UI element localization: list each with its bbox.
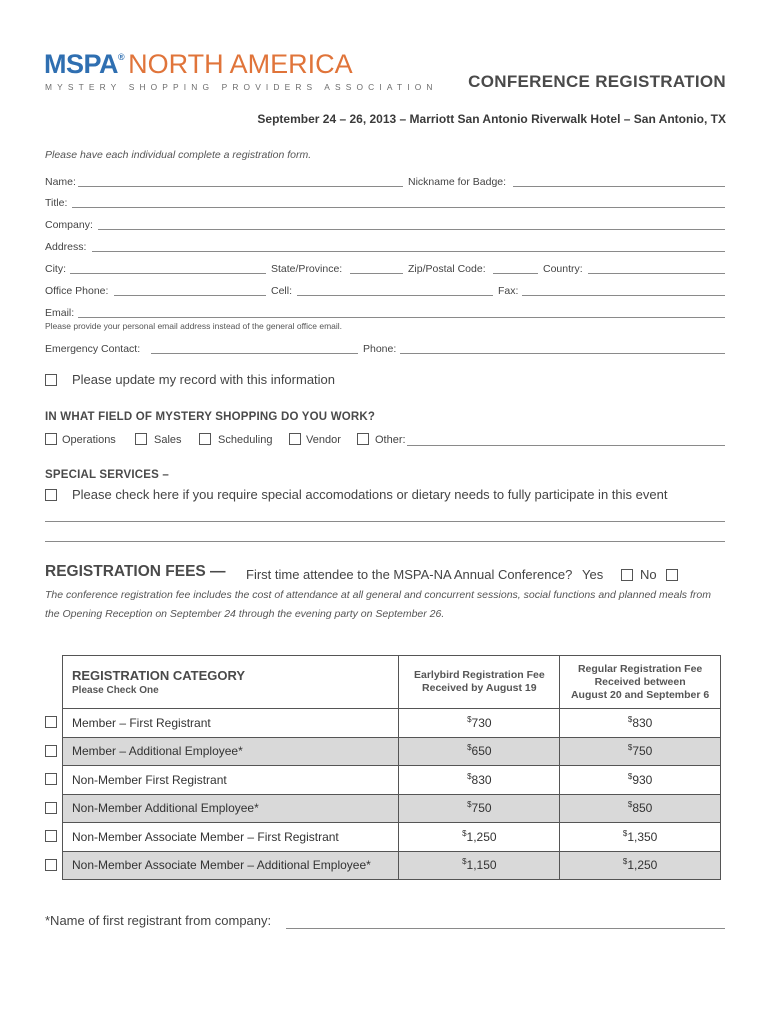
mspa-logo — [44, 49, 353, 80]
document-title: CONFERENCE REGISTRATION — [468, 72, 726, 91]
logo-north-america-text: NORTH AMERICA — [128, 49, 353, 79]
earlybird-fee-cell — [399, 737, 560, 766]
regular-fee: 930 — [632, 772, 653, 787]
title-label: Title: — [45, 197, 68, 209]
regular-header-line3: August 20 and September 6 — [570, 688, 710, 701]
currency-symbol: $ — [467, 714, 472, 724]
special-needs-line-1[interactable] — [45, 521, 725, 522]
currency-symbol: $ — [627, 743, 633, 753]
cell-field[interactable] — [297, 295, 493, 296]
regular-fee: 850 — [632, 801, 653, 816]
regular-fee-cell — [560, 823, 721, 852]
fees-note: The conference registration fee includes the cost of attendance at all general and concurrent sessions, social functions and planned meals from the Opening Reception on September 24 through the evening party on September 26. — [45, 589, 711, 620]
category-cell: Non-Member Associate Member – Additional Employee* — [63, 851, 399, 880]
state-label: State/Province: — [271, 263, 343, 275]
currency-symbol: $ — [462, 828, 467, 838]
email-field[interactable] — [78, 317, 725, 318]
currency-symbol: $ — [467, 743, 472, 753]
event-details: September 24 – 26, 2013 – Marriott San Antonio Riverwalk Hotel – San Antonio, TX — [257, 112, 726, 126]
emergency-contact-label: Emergency Contact: — [45, 343, 141, 355]
regular-fee-cell — [560, 709, 721, 738]
country-label: Country: — [543, 263, 583, 275]
yes-label: Yes — [582, 567, 604, 582]
table-header-row — [63, 656, 721, 709]
earlybird-fee-cell — [399, 823, 560, 852]
regular-fee-cell — [560, 737, 721, 766]
special-services-label: Please check here if you require special accomodations or dietary needs to fully participate in this event — [72, 487, 668, 502]
operations-checkbox[interactable] — [45, 433, 57, 445]
regular-fee: 1,350 — [627, 829, 658, 844]
currency-symbol: $ — [467, 771, 472, 781]
category-cell: Member – Additional Employee* — [63, 737, 399, 766]
field-section-heading: IN WHAT FIELD OF MYSTERY SHOPPING DO YOU WORK? — [45, 411, 376, 423]
category-cell: Non-Member First Registrant — [63, 766, 399, 795]
earlybird-header-line2: Received by August 19 — [422, 682, 537, 694]
earlybird-fee: 830 — [471, 772, 492, 787]
nickname-field[interactable] — [513, 186, 725, 187]
regular-fee: 1,250 — [627, 858, 658, 873]
country-field[interactable] — [588, 273, 725, 274]
regular-header — [560, 656, 721, 709]
associate-first-registrant-checkbox[interactable] — [45, 830, 57, 842]
city-field[interactable] — [70, 273, 266, 274]
category-header-title: REGISTRATION CATEGORY — [72, 668, 246, 683]
earlybird-fee: 750 — [471, 801, 492, 816]
vendor-checkbox[interactable] — [289, 433, 301, 445]
category-header — [63, 656, 399, 709]
intro-instruction: Please have each individual complete a registration form. — [45, 149, 312, 161]
earlybird-fee: 1,150 — [466, 858, 497, 873]
non-member-additional-employee-checkbox[interactable] — [45, 802, 57, 814]
currency-symbol: $ — [627, 771, 633, 781]
cell-label: Cell: — [271, 285, 293, 297]
non-member-first-registrant-checkbox[interactable] — [45, 773, 57, 785]
vendor-label: Vendor — [306, 434, 341, 446]
company-field[interactable] — [98, 229, 725, 230]
update-record-checkbox[interactable] — [45, 374, 57, 386]
category-cell: Non-Member Associate Member – First Registrant — [63, 823, 399, 852]
city-label: City: — [45, 263, 66, 275]
special-needs-line-2[interactable] — [45, 541, 725, 542]
first-time-question-text: First time attendee to the MSPA-NA Annual Conference? — [246, 567, 573, 582]
first-registrant-field[interactable] — [286, 928, 725, 929]
earlybird-fee-cell — [399, 794, 560, 823]
category-cell: Non-Member Additional Employee* — [63, 794, 399, 823]
table-row — [63, 709, 721, 738]
table-row — [63, 737, 721, 766]
earlybird-fee: 1,250 — [466, 829, 497, 844]
regular-fee-cell — [560, 851, 721, 880]
special-services-checkbox[interactable] — [45, 489, 57, 501]
earlybird-fee-cell — [399, 766, 560, 795]
phone-label: Phone: — [363, 343, 397, 355]
table-row — [63, 794, 721, 823]
zip-field[interactable] — [493, 273, 538, 274]
fax-label: Fax: — [498, 285, 519, 297]
company-label: Company: — [45, 219, 93, 231]
first-time-no-checkbox[interactable] — [666, 569, 678, 581]
earlybird-fee-cell — [399, 851, 560, 880]
earlybird-header-line1: Earlybird Registration Fee — [413, 669, 545, 681]
other-label: Other: — [375, 434, 406, 446]
scheduling-label: Scheduling — [218, 434, 273, 446]
name-label: Name: — [45, 176, 76, 188]
state-field[interactable] — [350, 273, 403, 274]
email-label: Email: — [45, 307, 75, 319]
first-registrant-label: *Name of first registrant from company: — [45, 913, 272, 928]
regular-fee-cell — [560, 766, 721, 795]
registration-fees-heading: REGISTRATION FEES — — [45, 563, 226, 580]
sales-checkbox[interactable] — [135, 433, 147, 445]
first-time-attendee-question — [246, 567, 603, 582]
currency-symbol: $ — [627, 714, 633, 724]
other-checkbox[interactable] — [357, 433, 369, 445]
address-label: Address: — [45, 241, 87, 253]
office-phone-label: Office Phone: — [45, 285, 109, 297]
table-row — [63, 851, 721, 880]
currency-symbol: $ — [627, 800, 633, 810]
regular-header-line2: Received between — [594, 675, 686, 688]
sales-label: Sales — [154, 434, 182, 446]
table-row — [63, 766, 721, 795]
regular-header-line1: Regular Registration Fee — [577, 662, 703, 675]
update-record-label: Please update my record with this information — [72, 372, 336, 387]
emergency-contact-field[interactable] — [151, 353, 358, 354]
earlybird-fee: 730 — [471, 715, 492, 730]
currency-symbol: $ — [622, 828, 628, 838]
first-time-yes-checkbox[interactable] — [621, 569, 633, 581]
scheduling-checkbox[interactable] — [199, 433, 211, 445]
earlybird-fee-cell — [399, 709, 560, 738]
fax-field[interactable] — [522, 295, 725, 296]
currency-symbol: $ — [462, 857, 467, 867]
registration-fee-table — [62, 655, 721, 880]
category-cell: Member – First Registrant — [63, 709, 399, 738]
no-label: No — [640, 567, 657, 582]
email-note: Please provide your personal email address instead of the general office email. — [45, 321, 343, 331]
member-first-registrant-checkbox[interactable] — [45, 716, 57, 728]
category-header-subtitle: Please Check One — [72, 685, 159, 696]
earlybird-header — [399, 656, 560, 709]
operations-label: Operations — [62, 434, 116, 446]
regular-fee: 750 — [632, 744, 653, 759]
address-field[interactable] — [92, 251, 725, 252]
associate-additional-employee-checkbox[interactable] — [45, 859, 57, 871]
office-phone-field[interactable] — [114, 295, 266, 296]
other-field[interactable] — [407, 445, 725, 446]
currency-symbol: $ — [467, 800, 472, 810]
regular-fee-cell — [560, 794, 721, 823]
special-services-heading: SPECIAL SERVICES – — [45, 469, 169, 481]
name-field[interactable] — [78, 186, 403, 187]
logo-registered-mark: ® — [118, 52, 125, 62]
emergency-phone-field[interactable] — [400, 353, 725, 354]
logo-subtitle: MYSTERY SHOPPING PROVIDERS ASSOCIATION — [45, 82, 438, 92]
earlybird-fee: 650 — [471, 744, 492, 759]
regular-fee: 830 — [632, 715, 653, 730]
zip-label: Zip/Postal Code: — [408, 263, 486, 275]
table-row — [63, 823, 721, 852]
nickname-label: Nickname for Badge: — [408, 176, 507, 188]
member-additional-employee-checkbox[interactable] — [45, 745, 57, 757]
logo-mspa-text: MSPA — [44, 49, 119, 79]
title-field[interactable] — [72, 207, 725, 208]
currency-symbol: $ — [622, 857, 628, 867]
